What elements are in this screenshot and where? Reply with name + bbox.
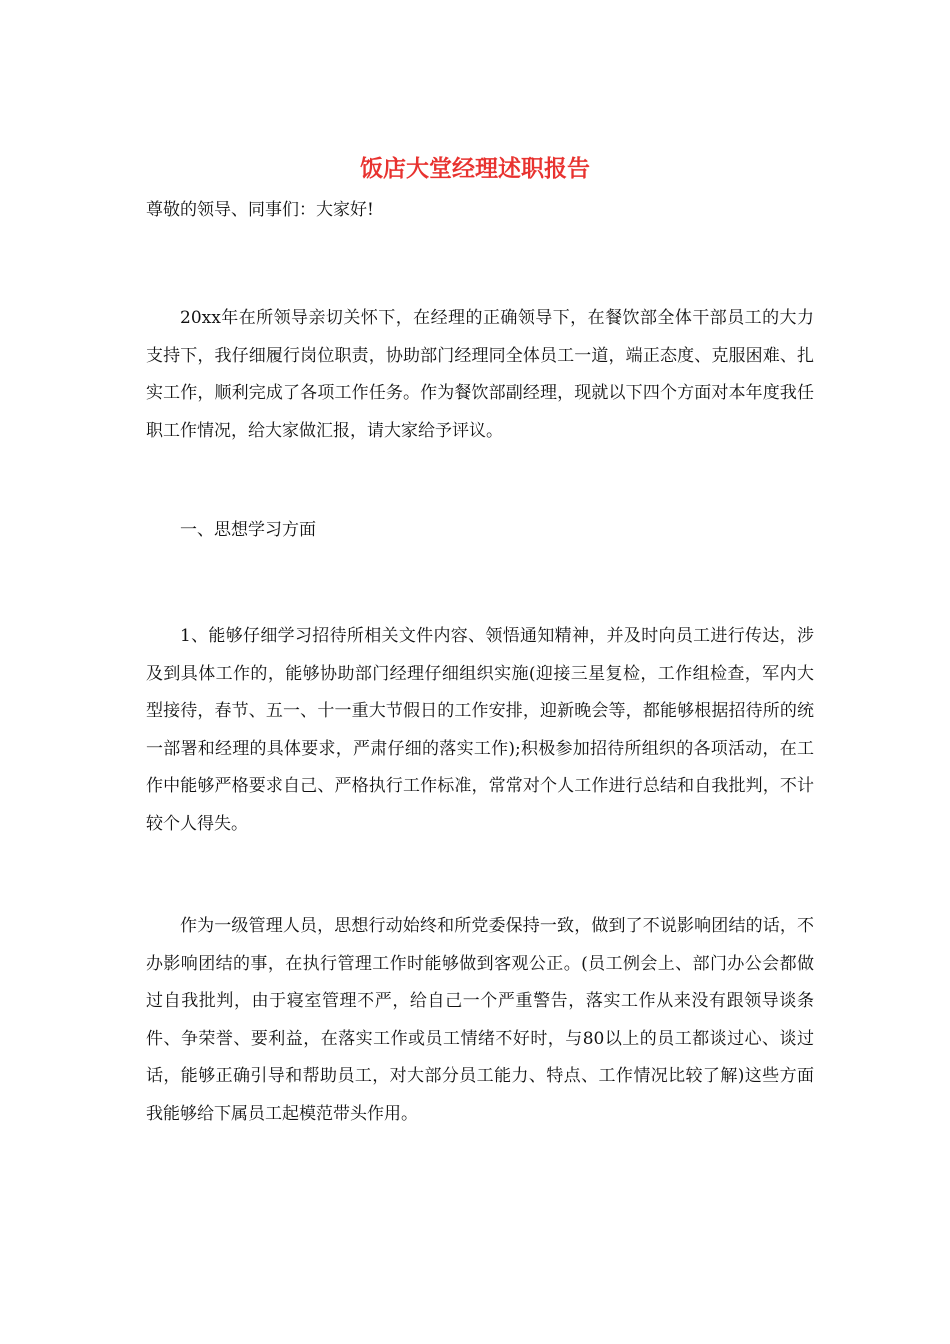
paragraph-intro: 20xx年在所领导亲切关怀下，在经理的正确领导下，在餐饮部全体干部员工的大力支持下，我仔细履行岗位职责，协助部门经理同全体员工一道，端正态度、克服困难、扎实工作，顺利完成了各项工作任务。作为餐饮部副经理，现就以下四个方面对本年度我任职工作情况，给大家做汇报，请大家给予评议。 xyxy=(146,308,814,441)
paragraph-study-item-1: 1、能够仔细学习招待所相关文件内容、领悟通知精神，并及时向员工进行传达，涉及到具体工作的，能够协助部门经理仔细组织实施(迎接三星复检，工作组检查，军内大型接待，春节、五一、十一重大节假日的工作安排，迎新晚会等，都能够根据招待所的统一部署和经理的具体要求，严肃仔细的落实工作);积极参加招待所组织的各项活动，在工作中能够严格要求自己、严格执行工作标准，常常对个人工作进行总结和自我批判，不计较个人得失。 xyxy=(146,626,814,834)
section-heading-thinking-study: 一、思想学习方面 xyxy=(180,520,316,540)
document-title: 饭店大堂经理述职报告 xyxy=(360,155,590,182)
paragraph-management-conduct: 作为一级管理人员，思想行动始终和所党委保持一致，做到了不说影响团结的话，不办影响团结的事，在执行管理工作时能够做到客观公正。(员工例会上、部门办公会都做过自我批判，由于寝室管理不严，给自己一个严重警告，落实工作从来没有跟领导谈条件、争荣誉、要利益，在落实工作或员工情绪不好时，与80以上的员工都谈过心、谈过话，能够正确引导和帮助员工，对大部分员工能力、特点、工作情况比较了解)这些方面我能够给下属员工起模范带头作用。 xyxy=(146,916,814,1124)
salutation: 尊敬的领导、同事们：大家好! xyxy=(146,200,374,220)
